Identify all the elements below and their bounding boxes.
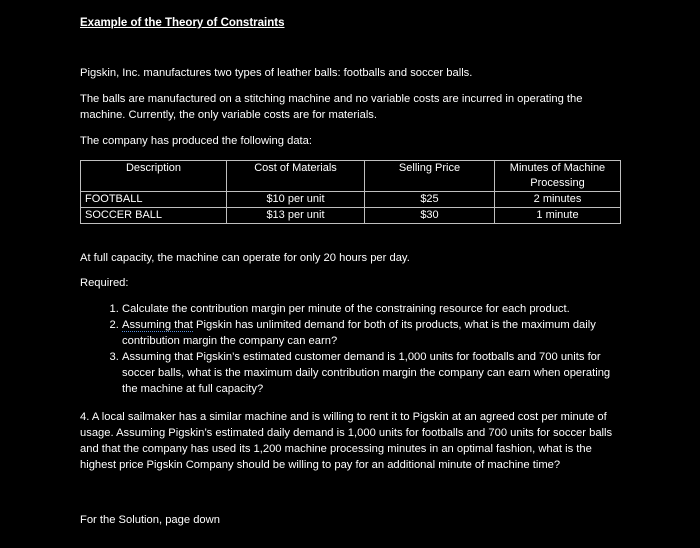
cell-soccer-description: SOCCER BALL bbox=[81, 208, 227, 224]
question-1: 1. Calculate the contribution margin per minute of the constraining resource for each product. bbox=[122, 302, 620, 318]
intro-paragraph-2: The balls are manufactured on a stitching machine and no variable costs are incurred in operating the machine. Currently, the only variable costs are for materials. bbox=[80, 93, 583, 121]
product-data-table bbox=[80, 160, 621, 224]
question-2-lead: Assuming that bbox=[122, 318, 193, 331]
question-2-text: Pigskin has unlimited demand for both of its products, what is the maximum daily contribution margin the company can earn? bbox=[122, 318, 596, 347]
cell-soccer-price: $30 bbox=[365, 208, 495, 224]
document-title: Example of the Theory of Constraints bbox=[80, 17, 285, 29]
cell-football-minutes: 2 minutes bbox=[495, 192, 621, 208]
cell-football-cost: $10 per unit bbox=[227, 192, 365, 208]
question-4: 4. A local sailmaker has a similar machine and is willing to rent it to Pigskin at an agreed cost per minute of usage. Assuming Pigskin’s estimated daily demand is 1,000 units for footballs and 700 units for soccer balls and that the company has used its 1,200 machine processing minutes in an optimal fashion, what is the highest price Pigskin Company should be willing to pay for an additional minute of machine time? bbox=[80, 411, 613, 471]
header-description: Description bbox=[81, 161, 227, 192]
footer-note: For the Solution, page down bbox=[80, 514, 220, 526]
intro-paragraph-3: The company has produced the following data: bbox=[80, 135, 312, 147]
cell-soccer-cost: $13 per unit bbox=[227, 208, 365, 224]
question-3: 3. Assuming that Pigskin’s estimated customer demand is 1,000 units for footballs and 700 units for soccer balls, what is the maximum daily contribution margin the company can earn when operating the machine at full capacity? bbox=[122, 350, 620, 398]
cell-soccer-minutes: 1 minute bbox=[495, 208, 621, 224]
table-row bbox=[81, 192, 621, 208]
question-2 bbox=[122, 318, 620, 350]
cell-football-description: FOOTBALL bbox=[81, 192, 227, 208]
required-questions-list bbox=[80, 302, 620, 397]
required-label: Required: bbox=[80, 277, 129, 289]
header-cost-of-materials: Cost of Materials bbox=[227, 161, 365, 192]
table-row bbox=[81, 208, 621, 224]
table-header-row bbox=[81, 161, 621, 192]
header-machine-minutes: Minutes of Machine Processing bbox=[495, 161, 621, 192]
cell-football-price: $25 bbox=[365, 192, 495, 208]
intro-paragraph-1: Pigskin, Inc. manufactures two types of leather balls: footballs and soccer balls. bbox=[80, 67, 473, 79]
capacity-statement: At full capacity, the machine can operate for only 20 hours per day. bbox=[80, 252, 410, 264]
header-selling-price: Selling Price bbox=[365, 161, 495, 192]
